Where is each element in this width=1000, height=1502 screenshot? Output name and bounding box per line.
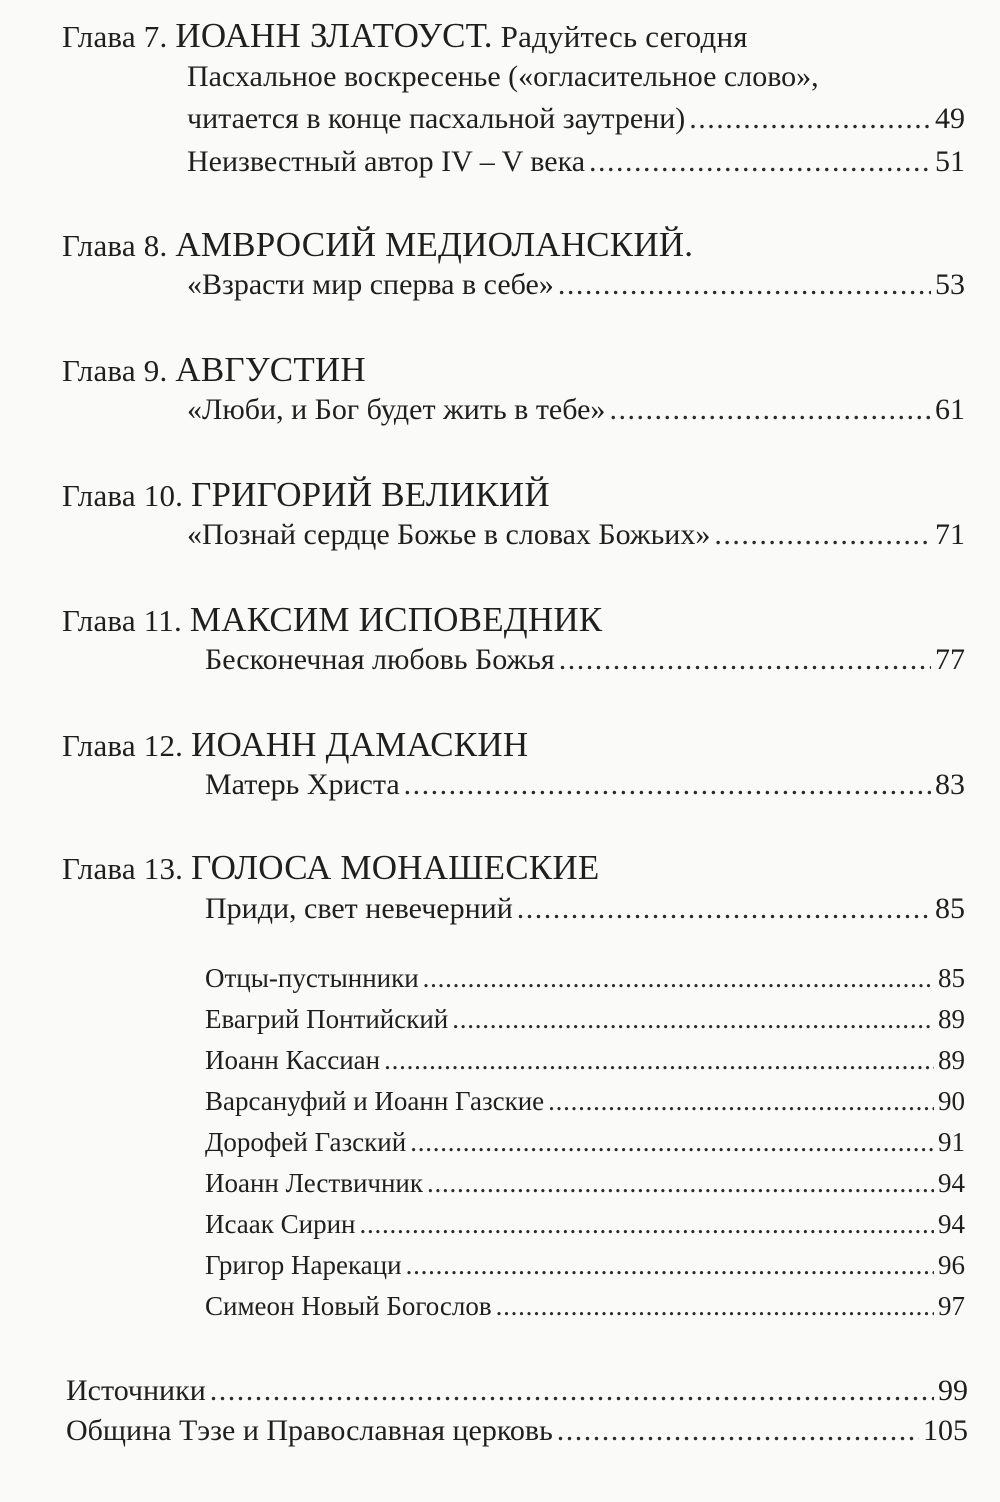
page-number: 71 [935, 518, 965, 551]
page-number: 96 [938, 1250, 965, 1280]
chapter-subtitle: Радуйтесь сегодня [500, 19, 748, 54]
leader-dots [360, 1209, 934, 1240]
chapter-title: ГОЛОСА МОНАШЕСКИЕ [191, 848, 600, 887]
chapter-label: Глава 8. [62, 228, 168, 263]
page-number: 91 [938, 1127, 965, 1157]
entry-label: Дорофей Газский [205, 1127, 407, 1157]
entry-label: Община Тэзе и Православная церковь [66, 1414, 553, 1447]
toc-entry[interactable] [187, 268, 965, 302]
page-number: 85 [938, 963, 965, 993]
leader-dots [496, 1291, 934, 1322]
entry-label: Варсануфий и Иоанн Газские [205, 1086, 545, 1116]
page-number: 105 [923, 1414, 968, 1447]
chapter-9-heading [62, 350, 366, 390]
toc-entry[interactable] [205, 768, 965, 802]
chapter-title: ИОАНН ДАМАСКИН [191, 725, 529, 764]
page-number: 89 [938, 1004, 965, 1034]
page-number: 83 [935, 768, 965, 801]
toc-subentry[interactable] [205, 1291, 965, 1322]
entry-label: Бесконечная любовь Божья [205, 643, 555, 676]
toc-subentry[interactable] [205, 1250, 965, 1281]
chapter-label: Глава 9. [62, 353, 168, 388]
chapter-11-heading [62, 600, 602, 640]
chapter-label: Глава 12. [62, 728, 184, 763]
page-number: 51 [935, 145, 965, 178]
chapter-13-heading [62, 848, 599, 888]
leader-dots [452, 1004, 934, 1035]
chapter-title: МАКСИМ ИСПОВЕДНИК [189, 600, 603, 639]
leader-dots [557, 1414, 919, 1448]
entry-label: Иоанн Лествичник [205, 1168, 423, 1198]
toc-entry[interactable] [187, 518, 965, 552]
page-number: 97 [938, 1291, 965, 1321]
toc-entry[interactable] [187, 393, 965, 427]
entry-label: Отцы-пустынники [205, 963, 419, 993]
leader-dots [558, 268, 931, 302]
leader-dots [410, 1127, 934, 1158]
toc-entry[interactable] [205, 643, 965, 677]
page-number: 89 [938, 1045, 965, 1075]
leader-dots [548, 1086, 934, 1117]
chapter-10-heading [62, 475, 550, 515]
page-number: 53 [935, 268, 965, 301]
toc-entry[interactable] [187, 102, 965, 136]
toc-entry-taize[interactable] [66, 1414, 968, 1448]
toc-entry[interactable] [205, 892, 965, 926]
page-number: 94 [938, 1209, 965, 1239]
toc-entry[interactable] [187, 145, 965, 179]
toc-subentry[interactable] [205, 1004, 965, 1035]
chapter-7-heading [62, 16, 748, 56]
toc-entry-sources[interactable] [66, 1374, 968, 1408]
entry-label: читается в конце пасхальной заутрени) [187, 102, 686, 135]
entry-label: Приди, свет невечерний [205, 892, 513, 925]
leader-dots [589, 145, 931, 179]
chapter-12-heading [62, 725, 528, 765]
entry-label: «Познай сердце Божье в словах Божьих» [187, 518, 711, 551]
chapter-7-line-2: Пасхальное воскресенье («огласительное слово», [187, 60, 819, 93]
leader-dots [689, 102, 931, 136]
entry-label: Матерь Христа [205, 768, 400, 801]
entry-label: Симеон Новый Богослов [205, 1291, 492, 1321]
toc-subentry[interactable] [205, 1209, 965, 1240]
entry-label: «Взрасти мир сперва в себе» [187, 268, 554, 301]
toc-subentry[interactable] [205, 1086, 965, 1117]
toc-subentry[interactable] [205, 1127, 965, 1158]
entry-label: Иоанн Кассиан [205, 1045, 381, 1075]
chapter-label: Глава 13. [62, 851, 184, 886]
chapter-title: АМВРОСИЙ МЕДИОЛАНСКИЙ. [175, 225, 694, 264]
entry-label: Неизвестный автор IV – V века [187, 145, 586, 178]
chapter-label: Глава 10. [62, 478, 184, 513]
page-number: 90 [938, 1086, 965, 1116]
leader-dots [210, 1374, 934, 1408]
leader-dots [423, 963, 934, 994]
chapter-8-heading [62, 225, 693, 265]
chapter-title: ИОАНН ЗЛАТОУСТ. [175, 16, 493, 55]
page-number: 49 [935, 102, 965, 135]
page-number: 99 [938, 1374, 968, 1407]
entry-label: Евагрий Понтийский [205, 1004, 449, 1034]
leader-dots [517, 892, 931, 926]
leader-dots [404, 768, 931, 802]
leader-dots [609, 393, 931, 427]
chapter-label: Глава 11. [62, 603, 182, 638]
leader-dots [384, 1045, 934, 1076]
page-number: 77 [935, 643, 965, 676]
page-number: 94 [938, 1168, 965, 1198]
toc-subentry[interactable] [205, 963, 965, 994]
chapter-title: АВГУСТИН [175, 350, 366, 389]
leader-dots [559, 643, 931, 677]
entry-label: Источники [66, 1374, 206, 1407]
page-number: 85 [935, 892, 965, 925]
leader-dots [714, 518, 931, 552]
leader-dots [406, 1250, 934, 1281]
leader-dots [427, 1168, 934, 1199]
toc-subentry[interactable] [205, 1045, 965, 1076]
entry-label: Григор Нарекаци [205, 1250, 402, 1280]
chapter-label: Глава 7. [62, 19, 168, 54]
entry-label: Исаак Сирин [205, 1209, 356, 1239]
entry-label: «Люби, и Бог будет жить в тебе» [187, 393, 606, 426]
toc-subentry[interactable] [205, 1168, 965, 1199]
page-number: 61 [935, 393, 965, 426]
chapter-title: ГРИГОРИЙ ВЕЛИКИЙ [191, 475, 550, 514]
